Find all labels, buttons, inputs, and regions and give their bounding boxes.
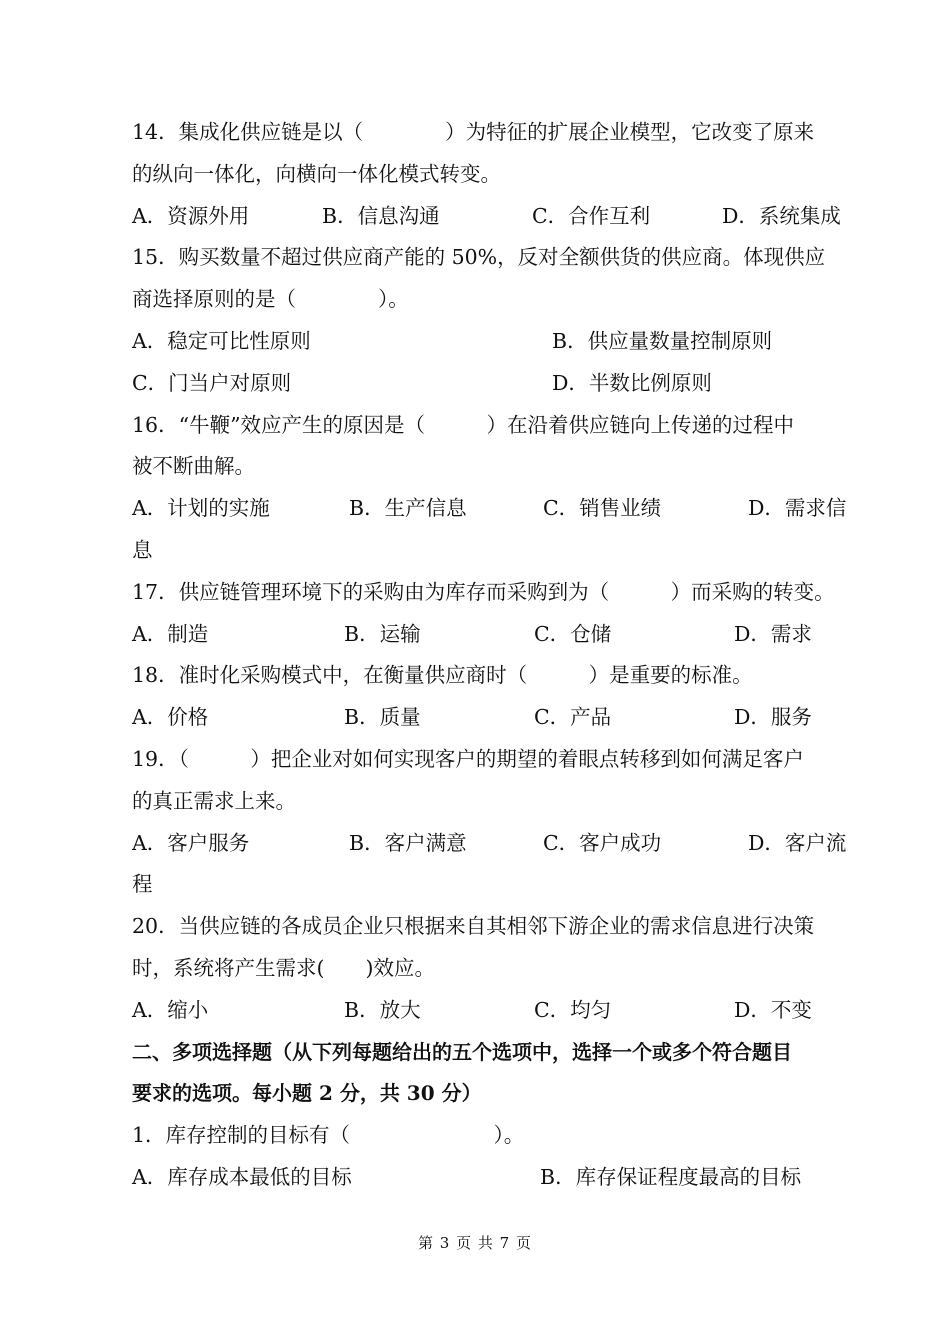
option-d: D．半数比例原则 bbox=[552, 370, 712, 395]
option-c: C．仓储 bbox=[534, 621, 612, 646]
question-15-line-2: 商选择原则的是（ ）。 bbox=[132, 287, 409, 312]
question-20-options bbox=[132, 990, 867, 1032]
question-15-line-1: 15．购买数量不超过供应商产能的 50%，反对全额供货的供应商。体现供应 bbox=[132, 245, 826, 270]
question-16-line-2: 被不断曲解。 bbox=[132, 454, 255, 479]
section-2-heading-line-1: 二、多项选择题（从下列每题给出的五个选项中，选择一个或多个符合题目 bbox=[132, 1039, 792, 1064]
option-b: B．供应量数量控制原则 bbox=[552, 328, 773, 353]
question-18-options bbox=[132, 697, 867, 739]
page-footer: 第 3 页 共 7 页 bbox=[418, 1234, 532, 1252]
option-b: B．客户满意 bbox=[349, 830, 467, 855]
option-b: B．放大 bbox=[344, 997, 421, 1022]
option-a: A．库存成本最低的目标 bbox=[132, 1164, 352, 1189]
option-a: A．客户服务 bbox=[132, 830, 250, 855]
option-a: A．价格 bbox=[132, 705, 209, 730]
option-a: A．稳定可比性原则 bbox=[132, 328, 311, 353]
question-19-options-wrap: 程 bbox=[132, 872, 153, 897]
option-b: B．信息沟通 bbox=[322, 203, 440, 228]
question-17-options bbox=[132, 614, 867, 656]
option-b: B．运输 bbox=[344, 621, 421, 646]
multi-question-1-line-1: 1．库存控制的目标有（ ）。 bbox=[132, 1123, 525, 1148]
multi-question-1-options bbox=[132, 1157, 867, 1199]
question-14-line-2: 的纵向一体化，向横向一体化模式转变。 bbox=[132, 161, 501, 186]
question-19-options bbox=[132, 823, 867, 865]
question-15-options-row-2 bbox=[132, 363, 867, 405]
option-b: B．库存保证程度最高的目标 bbox=[540, 1164, 802, 1189]
option-c: C．合作互利 bbox=[532, 203, 651, 228]
option-c: C．产品 bbox=[534, 705, 612, 730]
option-d: D．系统集成 bbox=[722, 203, 841, 228]
option-a: A．计划的实施 bbox=[132, 496, 270, 521]
question-16-options bbox=[132, 488, 867, 530]
question-18-line-1: 18．准时化采购模式中，在衡量供应商时（ ）是重要的标准。 bbox=[132, 663, 753, 688]
option-d: D．客户流 bbox=[748, 830, 847, 855]
question-20-line-1: 20．当供应链的各成员企业只根据来自其相邻下游企业的需求信息进行决策 bbox=[132, 914, 815, 939]
option-c: C．客户成功 bbox=[543, 830, 662, 855]
section-2-heading-line-2: 要求的选项。每小题 2 分，共 30 分） bbox=[132, 1081, 482, 1106]
question-19-line-2: 的真正需求上来。 bbox=[132, 788, 296, 813]
page-content bbox=[132, 112, 867, 1199]
option-d: D．需求 bbox=[734, 621, 812, 646]
option-d: D．需求信 bbox=[748, 496, 847, 521]
option-a: A．缩小 bbox=[132, 997, 209, 1022]
question-20-line-2: 时，系统将产生需求( )效应。 bbox=[132, 955, 435, 980]
option-b: B．质量 bbox=[344, 705, 421, 730]
option-c: C．销售业绩 bbox=[543, 496, 662, 521]
question-14-options bbox=[132, 196, 867, 238]
option-d: D．不变 bbox=[734, 997, 812, 1022]
question-14-line-1: 14．集成化供应链是以（ ）为特征的扩展企业模型，它改变了原来 bbox=[132, 120, 815, 144]
question-16-options-wrap: 息 bbox=[132, 537, 153, 562]
question-17-line-1: 17．供应链管理环境下的采购由为库存而采购到为（ ）而采购的转变。 bbox=[132, 579, 835, 604]
option-b: B．生产信息 bbox=[349, 496, 467, 521]
option-a: A．资源外用 bbox=[132, 203, 250, 228]
question-16-line-1: 16．“牛鞭”效应产生的原因是（ ）在沿着供应链向上传递的过程中 bbox=[132, 412, 795, 437]
question-19-line-1: 19．（ ）把企业对如何实现客户的期望的着眼点转移到如何满足客户 bbox=[132, 746, 804, 771]
option-c: C．均匀 bbox=[534, 997, 612, 1022]
question-15-options-row-1 bbox=[132, 321, 867, 363]
option-d: D．服务 bbox=[734, 705, 812, 730]
option-a: A．制造 bbox=[132, 621, 209, 646]
option-c: C．门当户对原则 bbox=[132, 370, 292, 395]
